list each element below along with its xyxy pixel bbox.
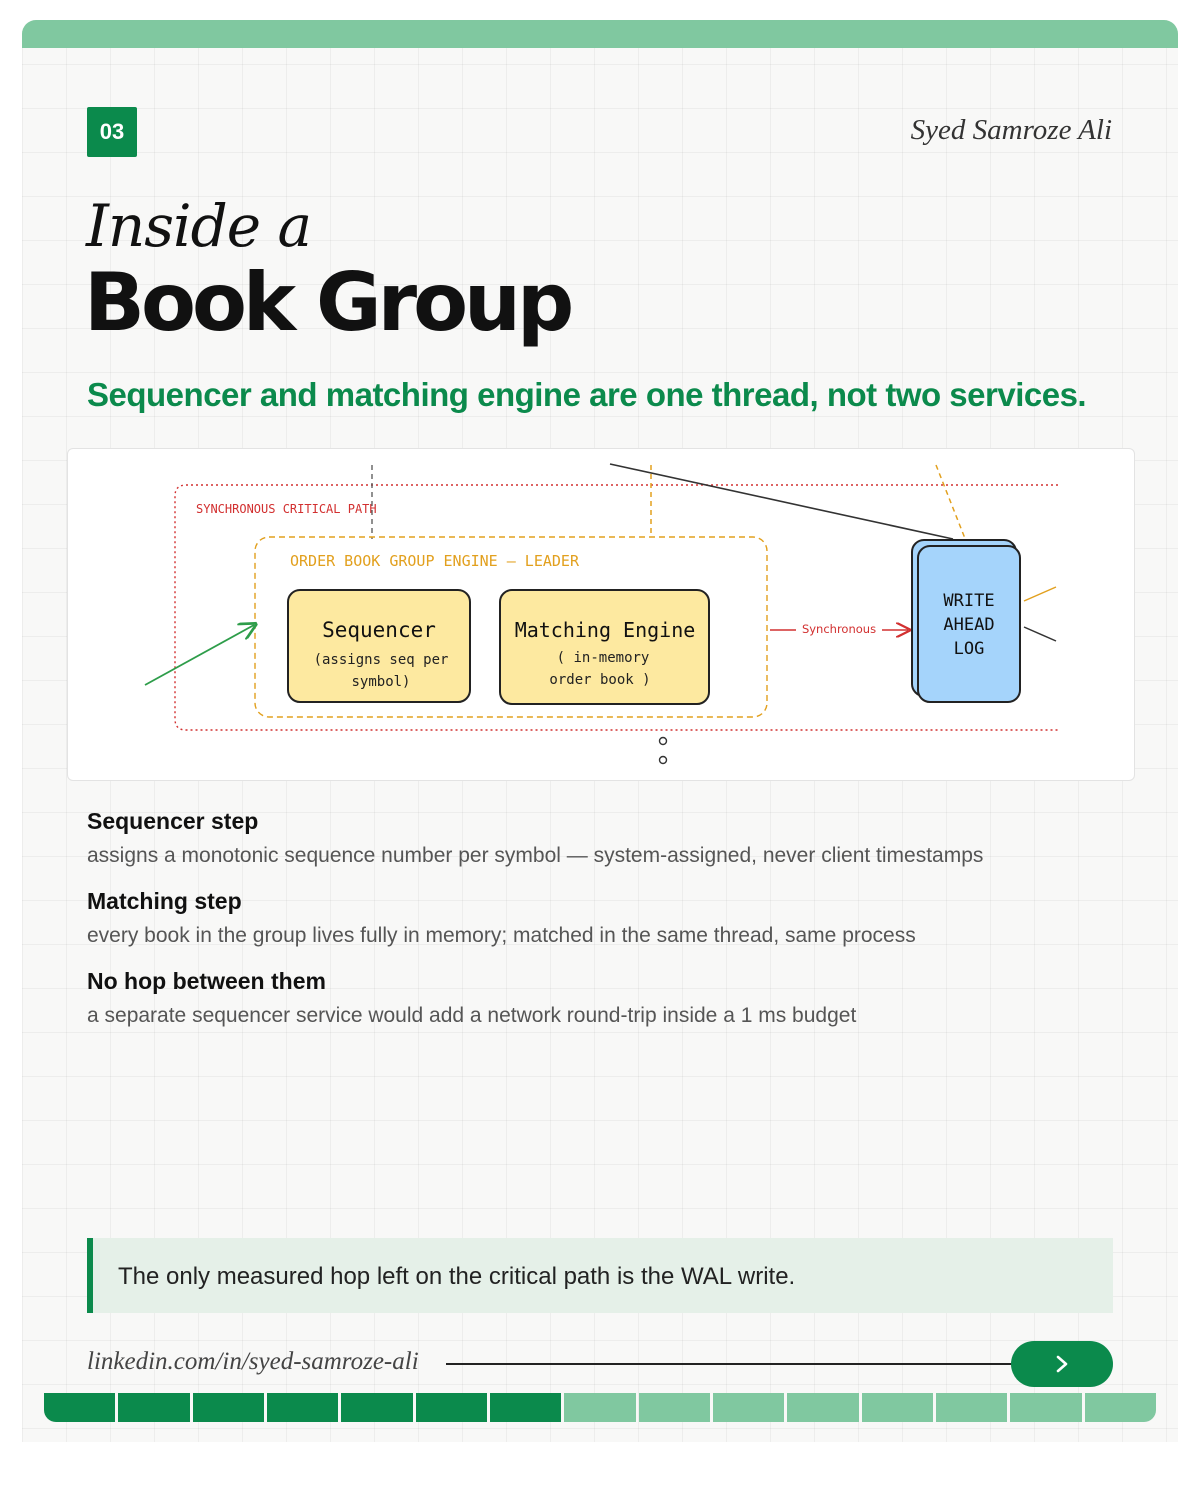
progress-segment [713,1393,784,1422]
page-number-badge: 03 [87,107,137,157]
progress-segment [267,1393,338,1422]
progress-segment [118,1393,189,1422]
bottom-connector-dot-1 [660,738,667,745]
top-accent-bar [22,20,1178,48]
progress-segment [490,1393,561,1422]
matching-engine-line-2: order book ) [549,672,651,688]
bottom-connector-dot-2 [660,757,667,764]
progress-segment [862,1393,933,1422]
callout-box [87,1238,1113,1313]
matching-engine-title: Matching Engine [514,618,696,642]
progress-segment [1085,1393,1156,1422]
callout-text: The only measured hop left on the critical path is the WAL write. [118,1263,796,1290]
progress-segment [341,1393,412,1422]
next-slide-button[interactable] [1011,1341,1113,1387]
item-title-matching: Matching step [87,888,242,914]
footer-divider-line [446,1363,1016,1365]
wal-line-2: AHEAD [943,615,995,635]
sequencer-title: Sequencer [322,618,436,642]
title-line-2: Book Group [84,256,571,349]
progress-segment [44,1393,115,1422]
top-connector-3 [936,465,966,541]
inbound-arrow [145,625,254,685]
progress-bar [44,1393,1156,1422]
item-desc-matching: every book in the group lives fully in memory; matched in the same thread, same process [87,924,916,947]
engine-group-label: ORDER BOOK GROUP ENGINE — LEADER [290,552,579,570]
wal-line-3: LOG [953,639,985,659]
linkedin-link[interactable]: linkedin.com/in/syed-samroze-ali [87,1348,419,1375]
progress-segment [639,1393,710,1422]
author-name: Syed Samroze Ali [910,114,1112,146]
arrow-label: Synchronous [801,622,877,636]
item-desc-no-hop: a separate sequencer service would add a network round-trip inside a 1 ms budget [87,1004,857,1027]
matching-engine-line-1: ( in-memory [556,650,650,666]
wal-out-line-1 [1024,587,1056,601]
wal-line-1: WRITE [943,591,995,611]
architecture-diagram [67,448,1135,781]
progress-segment [416,1393,487,1422]
title-line-1: Inside a [86,192,312,260]
wal-out-line-2 [1024,627,1056,641]
diagonal-link [610,464,953,539]
sequencer-line-1: (assigns seq per [313,652,449,668]
sequencer-line-2: symbol) [351,674,411,690]
item-title-no-hop: No hop between them [87,968,326,994]
chevron-right-icon [1054,1354,1070,1374]
progress-segment [193,1393,264,1422]
subtitle: Sequencer and matching engine are one thread, not two services. [87,376,1087,413]
critical-path-label: SYNCHRONOUS CRITICAL PATH [196,502,377,516]
progress-segment [564,1393,635,1422]
progress-segment [1010,1393,1081,1422]
progress-segment [787,1393,858,1422]
slide-card [22,20,1178,1442]
item-desc-sequencer: assigns a monotonic sequence number per symbol — system-assigned, never client timestamps [87,844,984,867]
item-title-sequencer: Sequencer step [87,808,259,834]
progress-segment [936,1393,1007,1422]
